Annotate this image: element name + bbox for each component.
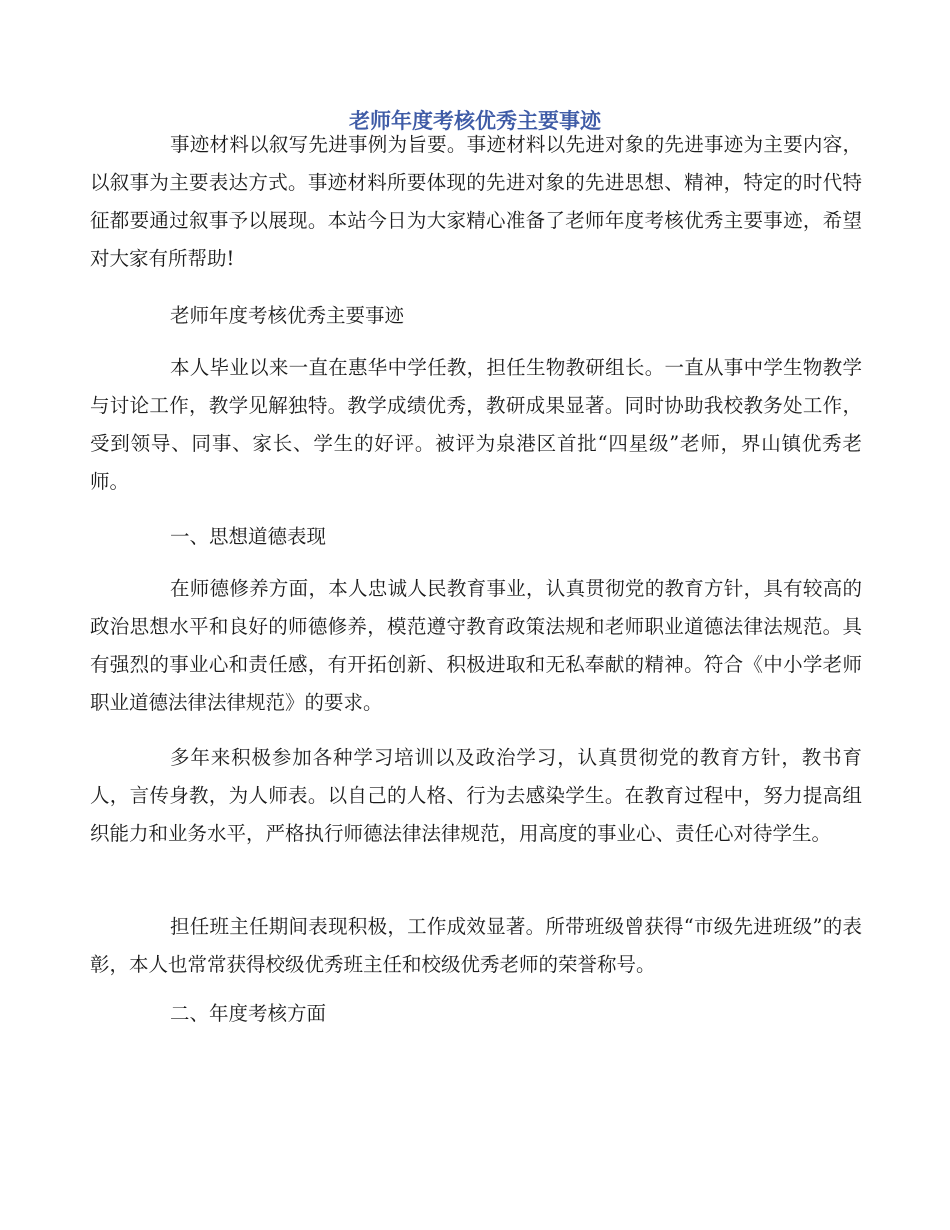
- heading-annual-assessment: 二、年度考核方面: [170, 1002, 327, 1025]
- heading-moral-performance: 一、思想道德表现: [170, 525, 327, 548]
- background-paragraph: 本人毕业以来一直在惠华中学任教，担任生物教研组长。一直从事中学生物教学与讨论工作，教学见解独特。教学成绩优秀，教研成果显著。同时协助我校教务处工作，受到领导、同事、家长、学生的好评。被评为泉港区首批“四星级”老师，界山镇优秀老师。: [90, 356, 862, 493]
- intro-paragraph: 事迹材料以叙写先进事例为旨要。事迹材料以先进对象的先进事迹为主要内容，以叙事为主要表达方式。事迹材料所要体现的先进对象的先进思想、精神，特定的时代特征都要通过叙事予以展现。本站今日为大家精心准备了老师年度考核优秀主要事迹，希望对大家有所帮助!: [90, 133, 862, 270]
- section-subtitle: 老师年度考核优秀主要事迹: [170, 304, 405, 327]
- class-teacher-paragraph: 担任班主任期间表现积极，工作成效显著。所带班级曾获得“市级先进班级”的表彰，本人也常常获得校级优秀班主任和校级优秀老师的荣誉称号。: [90, 915, 862, 976]
- document-title: 老师年度考核优秀主要事迹: [349, 108, 601, 133]
- ethics-paragraph: 在师德修养方面，本人忠诚人民教育事业，认真贯彻党的教育方针，具有较高的政治思想水平和良好的师德修养，模范遵守教育政策法规和老师职业道德法律法规范。具有强烈的事业心和责任感，有开拓创新、积极进取和无私奉献的精神。符合《中小学老师职业道德法律法律规范》的要求。: [90, 577, 862, 714]
- training-paragraph: 多年来积极参加各种学习培训以及政治学习，认真贯彻党的教育方针，教书育人，言传身教，为人师表。以自己的人格、行为去感染学生。在教育过程中，努力提高组织能力和业务水平，严格执行师德法律法律规范，用高度的事业心、责任心对待学生。: [90, 746, 862, 845]
